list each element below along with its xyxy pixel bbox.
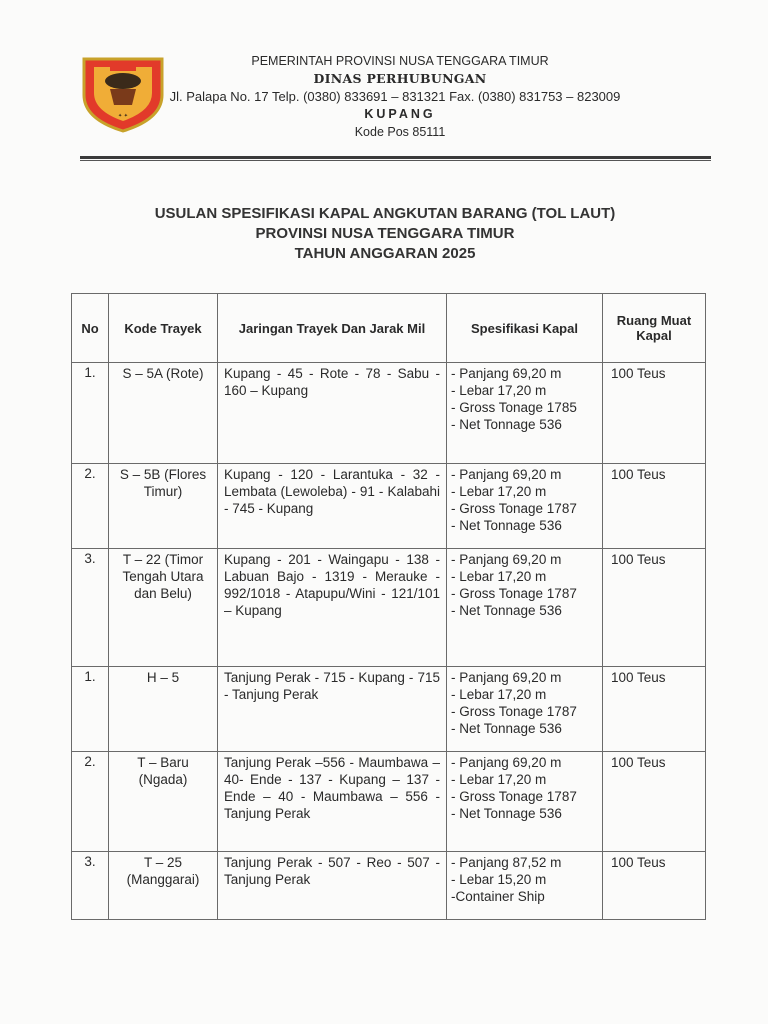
spec-line: - Gross Tonage 1787 <box>451 501 577 516</box>
cell-no: 3. <box>72 852 109 920</box>
cell-no: 2. <box>72 464 109 549</box>
table-row <box>72 667 706 752</box>
cell-jaringan-trayek: Tanjung Perak –556 - Maumbawa –40- Ende - 137 - Kupang – 137 - Ende – 40 - Maumbawa – 556 - Tanjung Perak <box>218 752 447 852</box>
cell-jaringan-trayek: Tanjung Perak - 715 - Kupang - 715 - Tanjung Perak <box>218 667 447 752</box>
table-body <box>72 363 706 920</box>
cell-spesifikasi-kapal <box>447 363 603 464</box>
spec-line: - Panjang 69,20 m <box>451 670 562 685</box>
spec-line: - Lebar 17,20 m <box>451 484 547 499</box>
spec-line: - Gross Tonage 1787 <box>451 789 577 804</box>
svg-text:✦ ✦: ✦ ✦ <box>118 113 128 119</box>
spec-line: - Net Tonnage 536 <box>451 603 562 618</box>
document-subtitle-province: PROVINSI NUSA TENGGARA TIMUR <box>255 225 515 242</box>
letterhead-agency: DINAS PERHUBUNGAN <box>313 71 487 86</box>
table-row <box>72 852 706 920</box>
cell-kode-trayek: T – 22 (Timor Tengah Utara dan Belu) <box>109 549 218 667</box>
spec-line: - Panjang 87,52 m <box>451 855 562 870</box>
spec-line: - Lebar 17,20 m <box>451 383 547 398</box>
spec-line: - Net Tonnage 536 <box>451 417 562 432</box>
letterhead-city: KUPANG <box>364 107 436 121</box>
cell-kode-trayek: S – 5A (Rote) <box>109 363 218 464</box>
cell-kode-trayek: T – 25 (Manggarai) <box>109 852 218 920</box>
spec-line: - Panjang 69,20 m <box>451 552 562 567</box>
cell-no: 2. <box>72 752 109 852</box>
spec-line: - Net Tonnage 536 <box>451 518 562 533</box>
cell-ruang-muat: 100 Teus <box>603 363 706 464</box>
cell-ruang-muat: 100 Teus <box>603 667 706 752</box>
cell-no: 1. <box>72 667 109 752</box>
cell-jaringan-trayek: Kupang - 45 - Rote - 78 - Sabu - 160 – Kupang <box>218 363 447 464</box>
document-subtitle-year: TAHUN ANGGARAN 2025 <box>294 245 476 262</box>
cell-kode-trayek: H – 5 <box>109 667 218 752</box>
cell-spesifikasi-kapal <box>447 464 603 549</box>
table-header-row <box>72 294 706 363</box>
cell-jaringan-trayek: Kupang - 120 - Larantuka - 32 - Lembata (Lewoleba) - 91 - Kalabahi - 745 - Kupang <box>218 464 447 549</box>
letterhead-postcode: Kode Pos 85111 <box>354 125 446 139</box>
letterhead-divider-thin <box>80 160 711 161</box>
cell-ruang-muat: 100 Teus <box>603 549 706 667</box>
spec-line: - Gross Tonage 1787 <box>451 704 577 719</box>
document-title: USULAN SPESIFIKASI KAPAL ANGKUTAN BARANG (TOL LAUT) <box>154 205 616 222</box>
cell-jaringan-trayek: Tanjung Perak - 507 - Reo - 507 - Tanjung Perak <box>218 852 447 920</box>
cell-ruang-muat: 100 Teus <box>603 752 706 852</box>
cell-spesifikasi-kapal <box>447 852 603 920</box>
header-no: No <box>72 294 109 363</box>
spec-line: - Lebar 15,20 m <box>451 872 547 887</box>
spec-line: - Gross Tonage 1785 <box>451 400 577 415</box>
cell-spesifikasi-kapal <box>447 667 603 752</box>
ship-spec-table <box>71 293 706 920</box>
spec-line: - Lebar 17,20 m <box>451 569 547 584</box>
spec-line: - Gross Tonage 1787 <box>451 586 577 601</box>
spec-line: - Net Tonnage 536 <box>451 721 562 736</box>
cell-kode-trayek: T – Baru (Ngada) <box>109 752 218 852</box>
header-kode-trayek: Kode Trayek <box>109 294 218 363</box>
spec-line: - Lebar 17,20 m <box>451 687 547 702</box>
cell-ruang-muat: 100 Teus <box>603 464 706 549</box>
cell-no: 1. <box>72 363 109 464</box>
table-row <box>72 363 706 464</box>
letterhead-divider <box>80 156 711 159</box>
spec-line: - Panjang 69,20 m <box>451 467 562 482</box>
spec-line: -Container Ship <box>451 889 545 904</box>
letterhead-address: Jl. Palapa No. 17 Telp. (0380) 833691 – 831321 Fax. (0380) 831753 – 823009 <box>169 89 621 104</box>
header-jaringan-trayek: Jaringan Trayek Dan Jarak Mil <box>218 294 447 363</box>
spec-line: - Lebar 17,20 m <box>451 772 547 787</box>
cell-kode-trayek: S – 5B (Flores Timur) <box>109 464 218 549</box>
cell-ruang-muat: 100 Teus <box>603 852 706 920</box>
cell-no: 3. <box>72 549 109 667</box>
spec-line: - Panjang 69,20 m <box>451 366 562 381</box>
spec-line: - Net Tonnage 536 <box>451 806 562 821</box>
letterhead-government: PEMERINTAH PROVINSI NUSA TENGGARA TIMUR <box>251 54 549 68</box>
cell-spesifikasi-kapal <box>447 549 603 667</box>
cell-jaringan-trayek: Kupang - 201 - Waingapu - 138 - Labuan Bajo - 1319 - Merauke - 992/1018 - Atapupu/Wini - 121/101 – Kupang <box>218 549 447 667</box>
cell-spesifikasi-kapal <box>447 752 603 852</box>
table-row <box>72 549 706 667</box>
spec-line: - Panjang 69,20 m <box>451 755 562 770</box>
header-spesifikasi-kapal: Spesifikasi Kapal <box>447 294 603 363</box>
table-row <box>72 752 706 852</box>
header-ruang-muat: Ruang Muat Kapal <box>603 294 706 363</box>
table-row <box>72 464 706 549</box>
